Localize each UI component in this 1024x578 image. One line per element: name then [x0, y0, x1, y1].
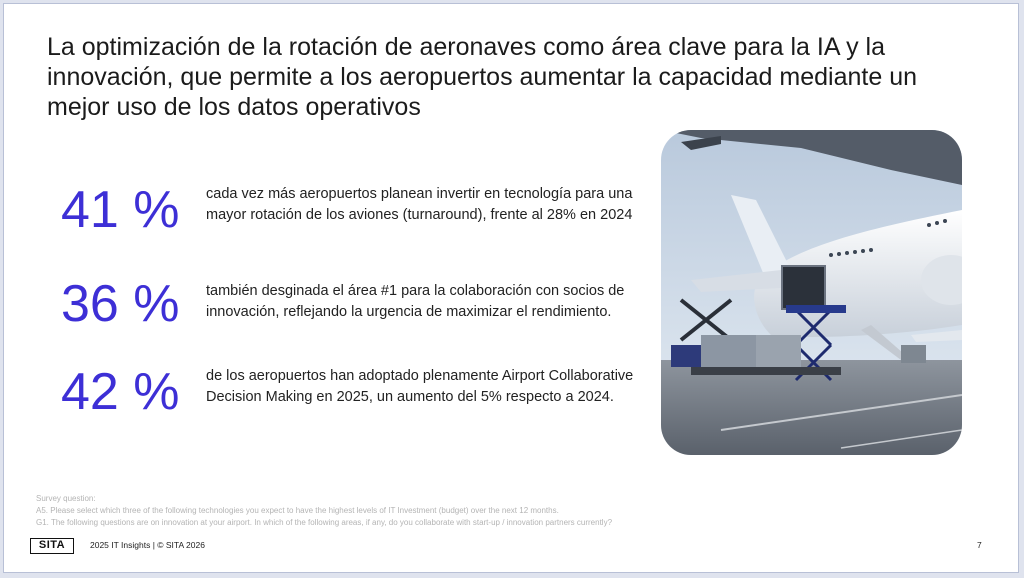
stat-value: 42 %: [61, 363, 180, 421]
stat-description: también desginada el área #1 para la colaboración con socios de innovación, reflejando la urgencia de maximizar el rendimiento.: [206, 283, 625, 320]
stat-value: 36 %: [61, 275, 180, 333]
footnote-heading: Survey question:: [36, 494, 96, 503]
stat-row-3: [4, 362, 664, 432]
stat-row-1: [4, 180, 664, 250]
footer-copyright: 2025 IT Insights | © SITA 2026: [90, 540, 205, 550]
survey-footnote: [36, 493, 796, 529]
stat-description: de los aeropuertos han adoptado plenamente Airport Collaborative Decision Making en 2025, un aumento del 5% respecto a 2024.: [206, 368, 634, 405]
stat-row-2: [4, 274, 664, 344]
footnote-line: G1. The following questions are on innovation at your airport. In which of the following areas, if any, do you collaborate with start-up / innovation partners currently?: [36, 518, 613, 527]
slide-title: La optimización de la rotación de aeronaves como área clave para la IA y la innovación, que permite a los aeropuertos aumentar la capacidad mediante un mejor uso de los datos operativos: [47, 33, 917, 121]
stat-value: 41 %: [61, 181, 180, 239]
slide: [3, 3, 1019, 573]
sita-logo: SITA: [30, 538, 74, 554]
aircraft-cargo-loading-photo: [661, 130, 962, 455]
page-number: 7: [977, 540, 982, 550]
stat-description: cada vez más aeropuertos planean invertir en tecnología para una mayor rotación de los aviones (turnaround), frente al 28% en 2024: [206, 186, 633, 223]
footnote-line: A5. Please select which three of the following technologies you expect to have the highest levels of IT Investment (budget) over the next 12 months.: [36, 506, 559, 515]
